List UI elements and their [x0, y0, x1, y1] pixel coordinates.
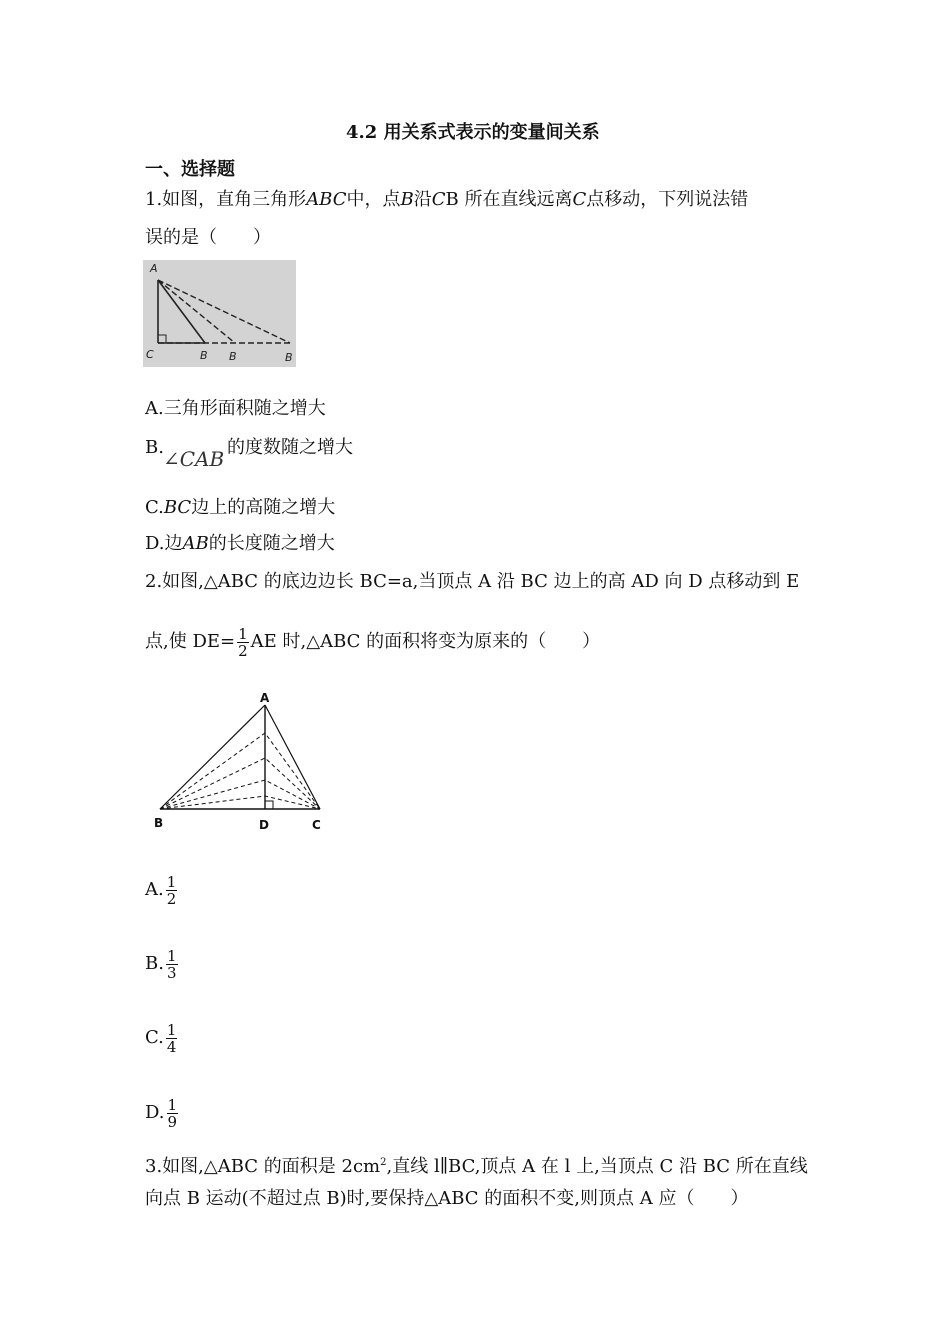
label-a: A	[150, 262, 158, 275]
q2-option-d: D. $\frac{1}{9}$	[145, 1095, 178, 1131]
q2-option-a: A. $\frac{1}{2}$	[145, 872, 177, 908]
label-b: B	[154, 816, 164, 830]
side-ab	[160, 705, 265, 809]
question-2-line-1: 2.如图,△ABC 的底边边长 BC=a,当顶点 A 沿 BC 边上的高 AD 向 D 点移动到 E	[145, 571, 800, 592]
q1-option-b: B.	[145, 437, 164, 458]
question-2-figure	[148, 688, 333, 838]
right-angle-mark	[265, 801, 273, 809]
q2-option-c: C. $\frac{1}{4}$	[145, 1020, 177, 1056]
question-1-line-1: 1.如图，直角三角形ABC中，点B沿CB 所在直线远离C点移动，下列说法错	[145, 189, 749, 210]
page-title: 4.2 用关系式表示的变量间关系	[346, 122, 600, 143]
section-heading: 一、选择题	[145, 159, 235, 180]
option-fraction: $\frac{1}{3}$	[166, 946, 177, 982]
question-1-figure	[143, 260, 296, 367]
label-d: D	[259, 818, 269, 832]
question-2-line-2: 点,使 DE= $\frac{1}{2}$ AE 时,△ABC 的面积将变为原来的（ ）	[145, 624, 601, 660]
option-fraction: $\frac{1}{4}$	[166, 1020, 177, 1056]
figure-background	[143, 260, 296, 367]
angle-cab: ∠CAB	[163, 447, 225, 471]
option-fraction: $\frac{1}{2}$	[166, 872, 177, 908]
dashed-triangles	[160, 733, 320, 809]
option-fraction: $\frac{1}{9}$	[167, 1095, 178, 1131]
q1-option-b-suffix: 的度数随之增大	[227, 437, 353, 458]
label-b3: B	[285, 351, 293, 364]
q1-option-d: D.边AB的长度随之增大	[145, 533, 335, 554]
label-c: C	[146, 348, 154, 361]
fraction-half: $\frac{1}{2}$	[238, 624, 248, 660]
label-a: A	[260, 691, 270, 705]
label-b2: B	[229, 350, 237, 363]
label-c: C	[312, 818, 321, 832]
q1-option-c: C.BC边上的高随之增大	[145, 497, 336, 518]
question-1-line-2: 误的是（ ）	[145, 227, 271, 248]
question-3-line-1: 3.如图,△ABC 的面积是 $2cm^2$,直线 l∥BC,顶点 A 在 l 上,当顶点 C 沿 BC 所在直线	[145, 1156, 808, 1177]
q1-option-a: A.三角形面积随之增大	[145, 398, 326, 419]
q2-option-b: B. $\frac{1}{3}$	[145, 946, 177, 982]
question-3-line-2: 向点 B 运动(不超过点 B)时,要保持△ABC 的面积不变,则顶点 A 应（ ）	[145, 1188, 749, 1209]
side-ac	[265, 705, 320, 809]
label-b1: B	[200, 349, 208, 362]
